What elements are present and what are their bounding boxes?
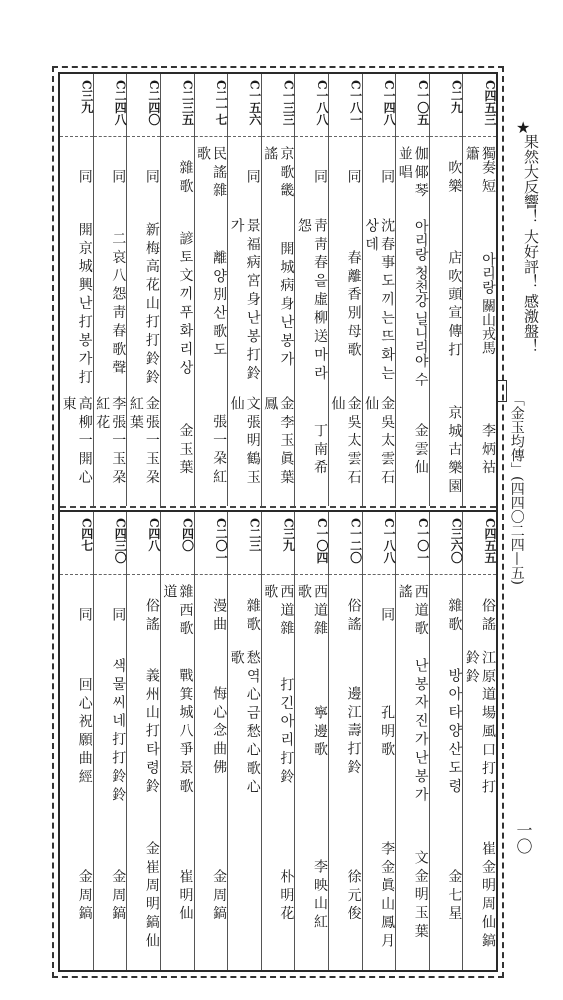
genre-cell: 西 道 雜 歌 bbox=[295, 584, 328, 635]
record-column bbox=[227, 74, 261, 506]
record-code: C二四八 bbox=[113, 80, 128, 126]
record-code: C一〇一 bbox=[415, 518, 430, 564]
record-column bbox=[194, 512, 228, 970]
record-code: C一八一 bbox=[348, 80, 363, 126]
star-icon: ★ bbox=[516, 118, 531, 137]
record-column bbox=[160, 74, 194, 506]
record-code: C二九 bbox=[449, 80, 464, 114]
record-column bbox=[93, 74, 127, 506]
record-code: C一八八 bbox=[314, 80, 329, 126]
artist-cell: 金 周 鎬 bbox=[110, 868, 127, 920]
artist-cell: 朴 明 花 bbox=[278, 868, 295, 920]
binding-tab bbox=[498, 380, 507, 402]
record-code: C四五五 bbox=[483, 518, 497, 564]
title-cell: 離 양 別 산 歌 도 bbox=[211, 249, 228, 357]
record-column bbox=[60, 512, 93, 970]
artist-cell: 文 金 明 玉 葉 bbox=[412, 850, 429, 938]
record-column bbox=[462, 512, 496, 970]
top-table bbox=[60, 74, 496, 506]
record-column bbox=[328, 74, 362, 506]
title-cell: 邊 江 壽 打 鈴 bbox=[345, 686, 362, 774]
title-cell: 戰 箕 城 八 爭 景 歌 bbox=[177, 667, 194, 793]
genre-cell: 西 道 歌 謠 bbox=[396, 584, 429, 635]
bracket-note: 「金玉均傳」(四四〇二四—五) bbox=[508, 392, 525, 585]
title-cell: 색 물 씨 네 打 打 鈴 鈴 bbox=[110, 658, 127, 802]
title-cell: 江 原 道 場 風 口 打 打 鈴 鈴 bbox=[463, 650, 496, 794]
title-cell: 난 봉 자 진 가 난 봉 가 bbox=[412, 658, 429, 802]
bottom-table bbox=[60, 510, 496, 970]
genre-cell: 京 歌 畿 謠 bbox=[262, 146, 295, 197]
artist-cell: 金 雲 仙 bbox=[412, 423, 429, 474]
artist-cell: 金 玉 葉 bbox=[177, 423, 194, 474]
genre-cell: 同 bbox=[143, 169, 160, 183]
artist-cell: 崔 金 明 周 仙 鎬 bbox=[480, 840, 496, 948]
genre-cell: 同 bbox=[110, 169, 127, 183]
title-cell: 방 아 타 양 산 도 령 bbox=[446, 667, 463, 793]
headline: 果然大反響！ 大好評！ 感激盤！ bbox=[522, 134, 540, 354]
title-cell: 店 吹 頭 宣 傳 打 bbox=[446, 249, 463, 357]
artist-cell: 金 周 鎬 bbox=[76, 868, 93, 920]
genre-cell: 同 bbox=[379, 169, 396, 183]
record-column bbox=[328, 512, 362, 970]
record-code: C二四〇 bbox=[146, 80, 161, 126]
record-column bbox=[294, 512, 328, 970]
genre-cell: 俗 謠 bbox=[143, 597, 160, 631]
artist-cell: 文 張 明 鶴 玉 仙 bbox=[228, 396, 261, 484]
record-column bbox=[60, 74, 93, 506]
record-code: C一三三 bbox=[281, 80, 296, 126]
title-cell: 아리랑 關山戎馬 bbox=[480, 251, 496, 355]
artist-cell: 金 崔 周 明 鎬 仙 bbox=[143, 840, 160, 948]
genre-cell: 同 bbox=[76, 169, 93, 183]
title-cell: 義 州 山 打 타 령 鈴 bbox=[143, 667, 160, 793]
artist-cell: 金 周 鎬 bbox=[211, 868, 228, 920]
genre-cell: 同 bbox=[379, 607, 396, 621]
artist-cell bbox=[228, 824, 261, 964]
artist-cell: 李 金 眞 山 鳳 月 bbox=[379, 840, 396, 948]
record-code: C一八八 bbox=[382, 518, 397, 564]
genre-cell: 俗 謠 bbox=[345, 597, 362, 631]
record-column bbox=[93, 512, 127, 970]
record-column bbox=[261, 74, 295, 506]
artist-cell: 崔 明 仙 bbox=[177, 868, 194, 920]
genre-cell: 雜 歌 bbox=[244, 597, 261, 631]
artist-cell: 金 張 一 玉 朶 紅 葉 bbox=[127, 396, 160, 484]
title-cell: 打 긴 아 리 打 鈴 bbox=[278, 676, 295, 784]
record-code: C一五六 bbox=[247, 80, 262, 126]
title-cell: 愁 역 心 금 愁 心 歌 心 歌 bbox=[228, 650, 261, 794]
record-column bbox=[160, 512, 194, 970]
genre-cell: 漫 曲 bbox=[211, 597, 228, 631]
record-code: C三六〇 bbox=[449, 518, 464, 564]
artist-cell: 金 李 玉 眞 葉 鳳 bbox=[262, 396, 295, 484]
record-column bbox=[126, 74, 160, 506]
record-column bbox=[395, 512, 429, 970]
record-column bbox=[395, 74, 429, 506]
title-cell: 孔 明 歌 bbox=[379, 704, 396, 756]
record-code: C三九 bbox=[281, 518, 296, 552]
record-code: C三九 bbox=[79, 80, 94, 114]
record-code: C一二〇 bbox=[348, 518, 363, 564]
genre-cell: 雜 歌 bbox=[177, 159, 194, 193]
record-column bbox=[362, 74, 396, 506]
artist-cell: 李 映 山 紅 bbox=[311, 859, 328, 929]
title-cell: 寧 邊 歌 bbox=[311, 704, 328, 756]
title-cell: 春 離 香 別 母 歌 bbox=[345, 249, 362, 357]
record-code: C四八 bbox=[146, 518, 161, 552]
record-code: C一〇四 bbox=[314, 518, 329, 564]
title-cell: 景 福 病 宮 身 난 봉 打 鈴 가 bbox=[228, 218, 261, 380]
artist-cell: 金 吳 太 雲 石 仙 bbox=[329, 396, 362, 484]
artist-cell: 京 城 古 樂 園 bbox=[446, 404, 463, 493]
genre-cell: 同 bbox=[345, 169, 362, 183]
record-column bbox=[261, 512, 295, 970]
sidebar-ad bbox=[508, 112, 548, 632]
page-number: 一〇 bbox=[514, 822, 533, 854]
record-column bbox=[126, 512, 160, 970]
genre-cell: 吹 樂 bbox=[446, 159, 463, 193]
genre-cell: 同 bbox=[110, 607, 127, 621]
record-column bbox=[429, 74, 463, 506]
record-code: C一四八 bbox=[382, 80, 397, 126]
record-code: C四五三 bbox=[483, 80, 497, 126]
record-code: C四三〇 bbox=[113, 518, 128, 564]
record-column bbox=[462, 74, 496, 506]
genre-cell: 民 謠 雜 歌 bbox=[195, 146, 228, 197]
title-cell: 二 哀 八 怨 靑 春 歌 聲 bbox=[110, 231, 127, 375]
record-column bbox=[194, 74, 228, 506]
artist-cell: 徐 元 俊 bbox=[345, 868, 362, 920]
title-cell: 新 梅 高 花 山 打 打 鈴 鈴 bbox=[143, 222, 160, 384]
title-cell: 諺 토 文 끼 푸 화 리 상 bbox=[177, 231, 194, 375]
record-code: C四〇 bbox=[180, 518, 195, 552]
artist-cell: 高 柳 一 開 心 東 bbox=[60, 396, 93, 484]
genre-cell: 俗 謠 bbox=[480, 597, 496, 631]
record-column bbox=[362, 512, 396, 970]
artist-cell: 金 吳 太 雲 石 仙 bbox=[363, 396, 396, 484]
artist-cell: 金 七 星 bbox=[446, 868, 463, 920]
genre-cell: 伽 倻 琴 並 唱 bbox=[396, 146, 429, 197]
title-cell: 아리랑 청천강 닐니리야 수 bbox=[412, 219, 429, 387]
record-column bbox=[429, 512, 463, 970]
genre-cell: 同 bbox=[76, 607, 93, 621]
genre-cell: 同 bbox=[244, 169, 261, 183]
title-cell: 悔 心 念 曲 佛 bbox=[211, 686, 228, 774]
title-cell: 靑 靑 春 을 虛 柳 送 마 라 怨 bbox=[295, 218, 328, 380]
title-cell: 開 城 病 身 난 봉 가 bbox=[278, 240, 295, 366]
artist-cell: 李 張 一 玉 朶 紅 花 bbox=[94, 396, 127, 484]
record-code: C二三五 bbox=[180, 80, 195, 126]
genre-cell: 西 道 雜 歌 bbox=[262, 584, 295, 635]
record-column bbox=[294, 74, 328, 506]
title-cell: 回 心 祝 願 曲 經 bbox=[76, 676, 93, 784]
record-code: C一〇五 bbox=[415, 80, 430, 126]
genre-cell: 同 bbox=[311, 169, 328, 183]
title-cell: 沈 春 事 도 끼 는 뜨 화 는 상 데 bbox=[363, 218, 396, 380]
title-cell: 開 京 城 興 난 打 봉 가 打 bbox=[76, 222, 93, 384]
record-code: C二〇一 bbox=[214, 518, 229, 564]
record-code: C四七 bbox=[79, 518, 94, 552]
genre-cell: 雜 西 歌 道 bbox=[161, 584, 194, 635]
artist-cell: 丁 南 希 bbox=[311, 423, 328, 474]
record-column bbox=[227, 512, 261, 970]
artist-cell: 李 炳 祜 bbox=[480, 423, 496, 474]
record-code: C二三 bbox=[247, 518, 262, 552]
artist-cell: 張 一 朶 紅 bbox=[211, 413, 228, 484]
genre-cell: 獨奏 短簫 bbox=[463, 146, 496, 193]
genre-cell: 雜 歌 bbox=[446, 597, 463, 631]
record-code: C二一七 bbox=[214, 80, 229, 126]
